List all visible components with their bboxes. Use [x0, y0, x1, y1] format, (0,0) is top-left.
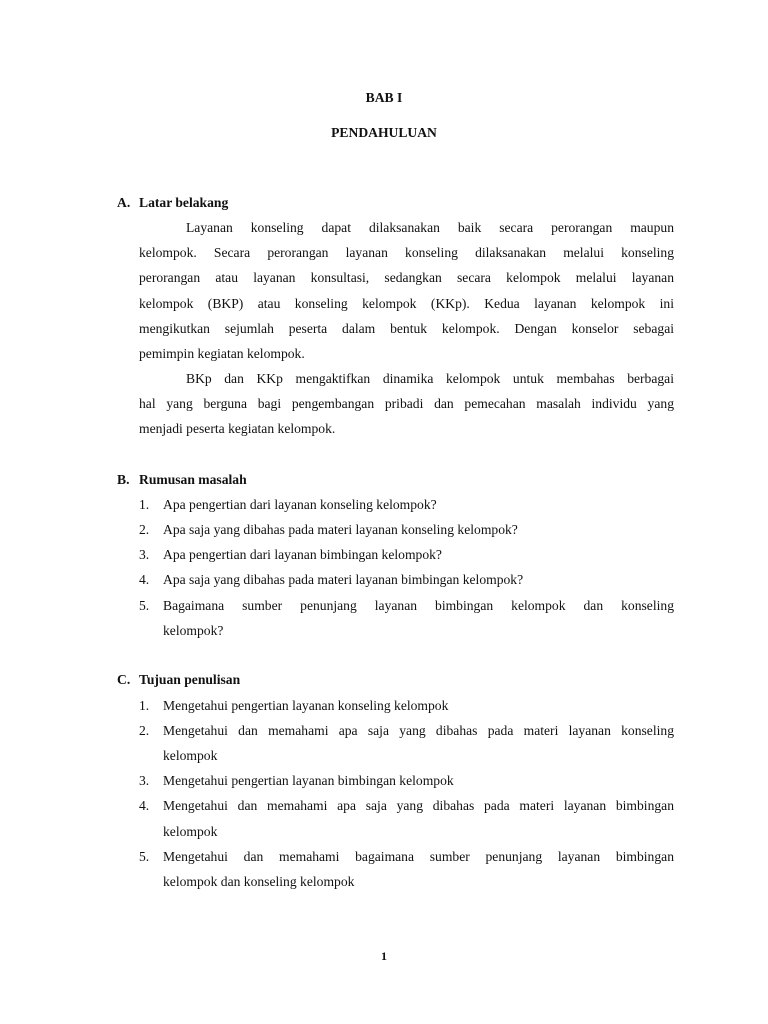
chapter-title: PENDAHULUAN: [331, 125, 437, 140]
list-number: 2.: [139, 723, 150, 738]
paragraph-line: kelompok. Secara perorangan layanan konseling dilaksanakan melalui konseling: [139, 245, 674, 260]
list-number: 3.: [139, 547, 150, 562]
list-number: 5.: [139, 598, 150, 613]
list-number: 5.: [139, 849, 150, 864]
list-item: Mengetahui dan memahami apa saja yang dibahas pada materi layanan konseling: [163, 723, 674, 738]
list-item-continuation: kelompok dan konseling kelompok: [163, 874, 355, 889]
paragraph-line: menjadi peserta kegiatan kelompok.: [139, 421, 336, 436]
list-number: 4.: [139, 572, 150, 587]
page-number: 1: [381, 949, 387, 963]
chapter-number: BAB I: [365, 90, 403, 105]
paragraph-line: hal yang berguna bagi pengembangan pribadi dan pemecahan masalah individu yang: [139, 396, 674, 411]
list-number: 3.: [139, 773, 150, 788]
paragraph-line: perorangan atau layanan konsultasi, sedangkan secara kelompok melalui layanan: [139, 270, 674, 285]
list-item: Mengetahui dan memahami apa saja yang dibahas pada materi layanan bimbingan: [163, 798, 674, 813]
list-item: Mengetahui pengertian layanan bimbingan kelompok: [163, 773, 454, 788]
list-item: Apa pengertian dari layanan konseling kelompok?: [163, 497, 437, 512]
list-item: Apa saja yang dibahas pada materi layanan konseling kelompok?: [163, 522, 518, 537]
section-b-letter: B.: [117, 472, 130, 487]
list-item: Mengetahui pengertian layanan konseling kelompok: [163, 698, 449, 713]
section-c-letter: C.: [117, 672, 131, 687]
section-a-letter: A.: [117, 195, 131, 210]
list-item-continuation: kelompok: [163, 748, 218, 763]
section-c-heading: Tujuan penulisan: [139, 672, 241, 687]
paragraph-line: mengikutkan sejumlah peserta dalam bentuk kelompok. Dengan konselor sebagai: [139, 321, 674, 336]
list-number: 2.: [139, 522, 150, 537]
list-number: 1.: [139, 698, 150, 713]
list-item-continuation: kelompok: [163, 824, 218, 839]
list-number: 4.: [139, 798, 150, 813]
list-item: Mengetahui dan memahami bagaimana sumber penunjang layanan bimbingan: [163, 849, 674, 864]
list-item: Apa pengertian dari layanan bimbingan kelompok?: [163, 547, 442, 562]
list-item-continuation: kelompok?: [163, 623, 224, 638]
section-a-heading: Latar belakang: [139, 195, 229, 210]
list-item: Apa saja yang dibahas pada materi layanan bimbingan kelompok?: [163, 572, 524, 587]
paragraph-line: BKp dan KKp mengaktifkan dinamika kelompok untuk membahas berbagai: [186, 371, 674, 386]
section-b-heading: Rumusan masalah: [139, 472, 247, 487]
paragraph-line: pemimpin kegiatan kelompok.: [139, 346, 305, 361]
list-number: 1.: [139, 497, 150, 512]
paragraph-line: kelompok (BKP) atau konseling kelompok (KKp). Kedua layanan kelompok ini: [139, 296, 674, 311]
paragraph-line: Layanan konseling dapat dilaksanakan baik secara perorangan maupun: [186, 220, 674, 235]
list-item: Bagaimana sumber penunjang layanan bimbingan kelompok dan konseling: [163, 598, 674, 613]
